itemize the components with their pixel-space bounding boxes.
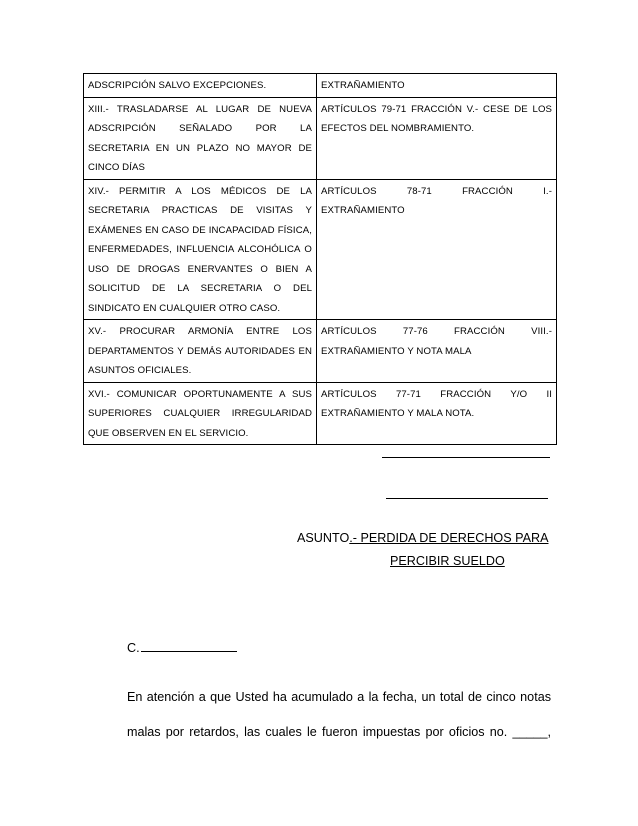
- table-row: [84, 382, 557, 445]
- subject-line-2: PERCIBIR SUELDO: [390, 554, 505, 568]
- recipient-blank: [141, 641, 237, 652]
- signature-line: [382, 457, 550, 458]
- subject-label: ASUNTO: [297, 531, 350, 545]
- obligation-cell: XIV.- PERMITIR A LOS MÉDICOS DE LA SECRETARIA PRACTICAS DE VISITAS Y EXÁMENES EN CASO DE INCAPACIDAD FÍSICA, ENFERMEDADES, INFLUENCIA ALCOHÓLICA O USO DE DROGAS ENERVANTES O BIEN A SOLICITUD DE LA SECRETARIA O DEL SINDICATO EN CUALQUIER OTRO CASO.: [84, 179, 317, 320]
- sanction-cell: ARTÍCULOS 77-76 FRACCIÓN VIII.- EXTRAÑAMIENTO Y NOTA MALA: [317, 320, 557, 383]
- body-line: malas por retardos, las cuales le fueron impuestas por oficios no. _____,: [127, 725, 551, 739]
- obligations-table: [83, 73, 557, 445]
- sanction-cell: ARTÍCULOS 79-71 FRACCIÓN V.- CESE DE LOS EFECTOS DEL NOMBRAMIENTO.: [317, 97, 557, 179]
- sanction-cell: EXTRAÑAMIENTO: [317, 74, 557, 98]
- signature-line: [386, 498, 548, 499]
- table-row: [84, 97, 557, 179]
- subject-line-1: .- PERDIDA DE DERECHOS PARA: [349, 531, 549, 545]
- sanction-cell: ARTÍCULOS 77-71 FRACCIÓN Y/O II EXTRAÑAMIENTO Y MALA NOTA.: [317, 382, 557, 445]
- table-row: [84, 320, 557, 383]
- recipient-line: [127, 641, 237, 655]
- table-row: [84, 179, 557, 320]
- recipient-prefix: C.: [127, 641, 140, 655]
- body-paragraph: [127, 680, 551, 750]
- obligation-cell: XV.- PROCURAR ARMONÍA ENTRE LOS DEPARTAMENTOS Y DEMÁS AUTORIDADES EN ASUNTOS OFICIALES.: [84, 320, 317, 383]
- obligation-cell: XIII.- TRASLADARSE AL LUGAR DE NUEVA ADSCRIPCIÓN SEÑALADO POR LA SECRETARIA EN UN PLAZO NO MAYOR DE CINCO DÍAS: [84, 97, 317, 179]
- obligation-cell: ADSCRIPCIÓN SALVO EXCEPCIONES.: [84, 74, 317, 98]
- obligation-cell: XVI.- COMUNICAR OPORTUNAMENTE A SUS SUPERIORES CUALQUIER IRREGULARIDAD QUE OBSERVEN EN EL SERVICIO.: [84, 382, 317, 445]
- body-line: En atención a que Usted ha acumulado a la fecha, un total de cinco notas: [127, 690, 551, 704]
- subject-heading: [297, 531, 548, 545]
- sanction-cell: ARTÍCULOS 78-71 FRACCIÓN I.- EXTRAÑAMIENTO: [317, 179, 557, 320]
- table-row: [84, 74, 557, 98]
